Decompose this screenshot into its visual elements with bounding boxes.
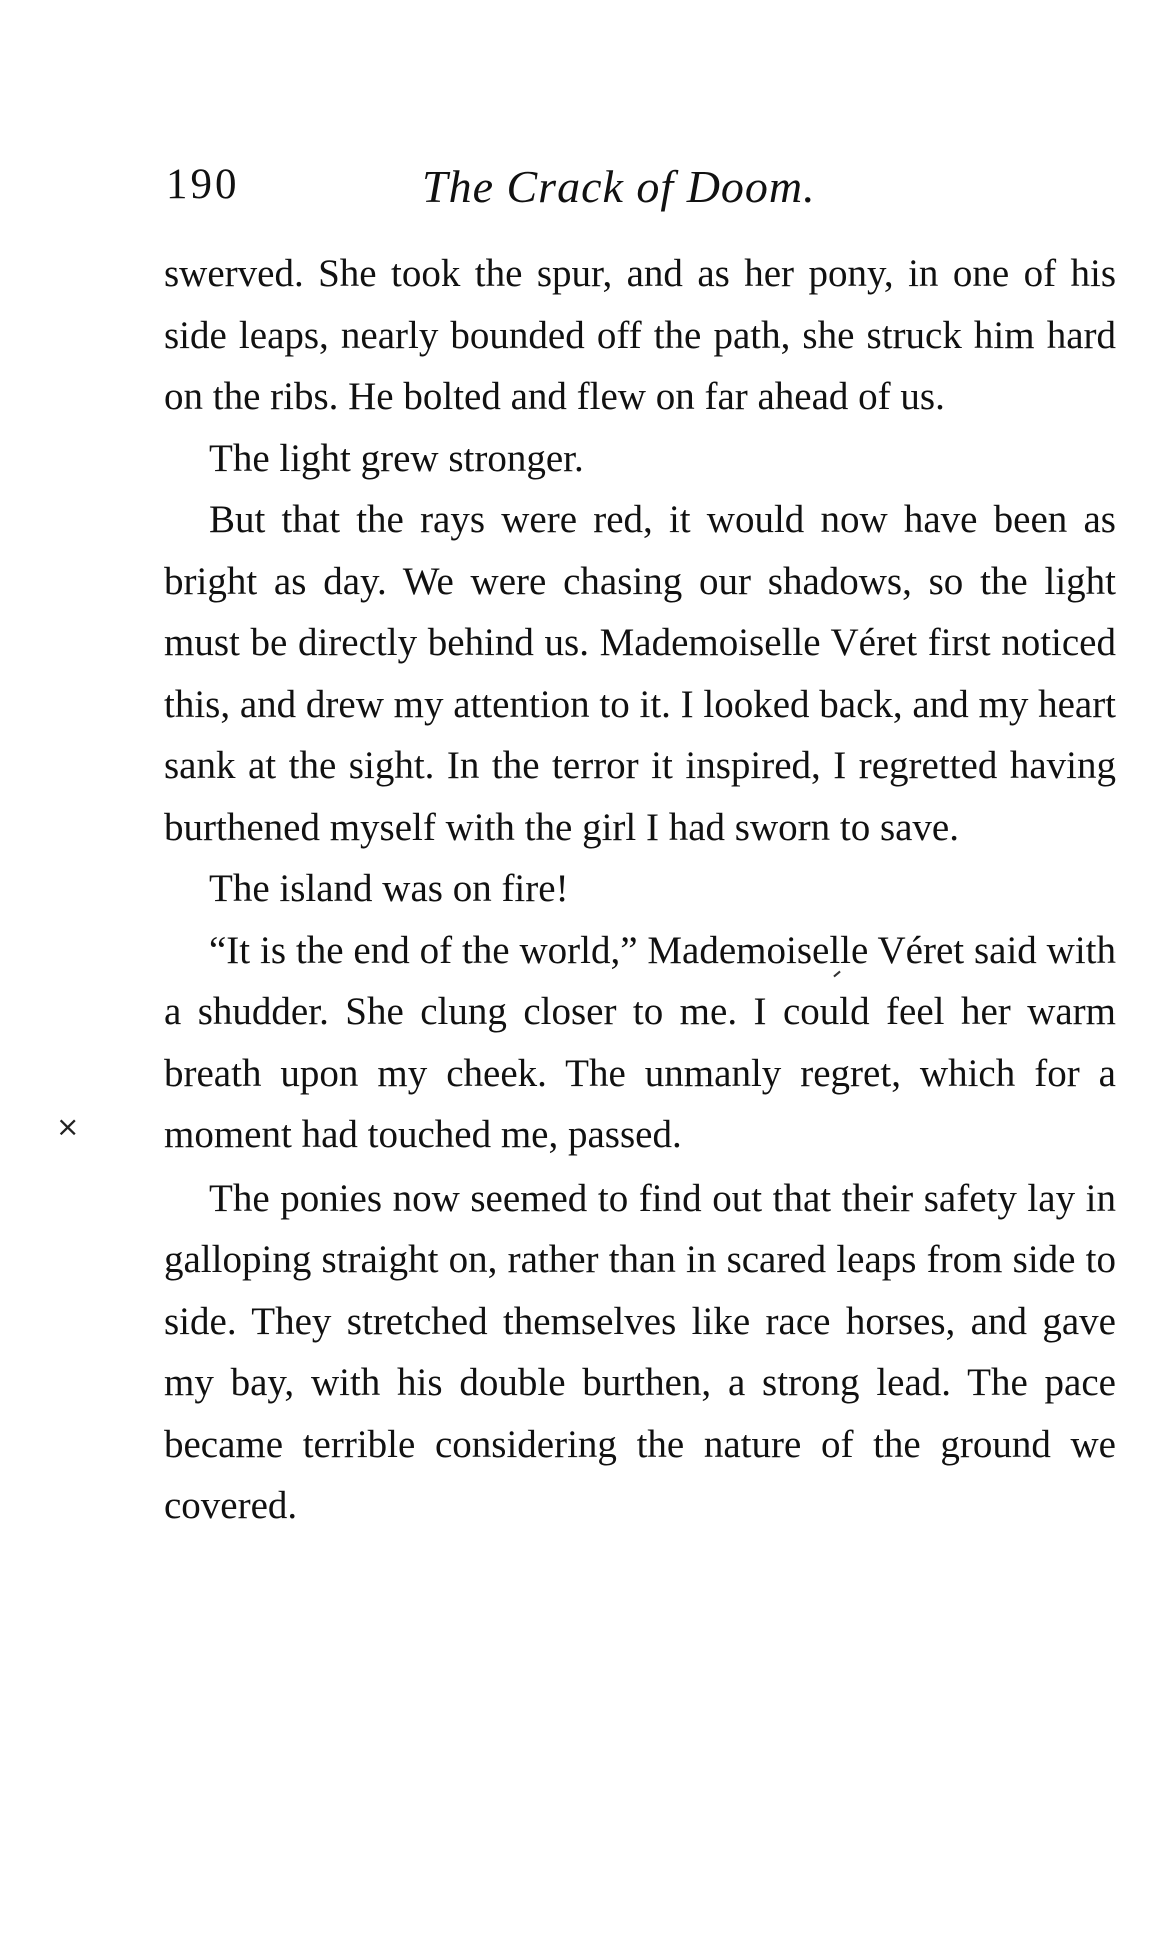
margin-annotation-mark: × — [56, 1110, 80, 1143]
paragraph: The light grew stronger. — [209, 436, 584, 480]
paragraph: But that the rays were red, it would now have been as bright as day. We were chasing our shadows, so the light must be directly behind us. Mademoiselle Véret first noticed this, and drew my attention to it. I looked back, and my heart sank at the sight. In the terror it inspired, I regretted having burthened myself with the girl I had sworn to save. — [164, 498, 1117, 849]
paragraph: “It is the end of the world,” Mademoiselle Véret said with a shudder. She clung closer to me. I could feel her warm breath upon my cheek. The unmanly regret, which for a moment had touched me, passed. — [164, 928, 1116, 1156]
running-head — [166, 160, 1126, 220]
paragraph: The ponies now seemed to find out that their safety lay in galloping straight on, rather than in scared leaps from side to side. They stretched themselves like race horses, and gave my bay, with his double burthen, a strong lead. The pace became terrible considering the nature of the ground we covered. — [164, 1176, 1116, 1527]
body-text — [164, 243, 1116, 1537]
paragraph: The island was on fire! — [209, 867, 569, 910]
page-number: 190 — [166, 161, 240, 208]
running-title: The Crack of Doom. — [422, 161, 816, 212]
paragraph-continuation: swerved. She took the spur, and as her pony, in one of his side leaps, nearly bounded off the path, she struck him hard on the ribs. He bolted and flew on far ahead of us. — [164, 252, 1116, 418]
